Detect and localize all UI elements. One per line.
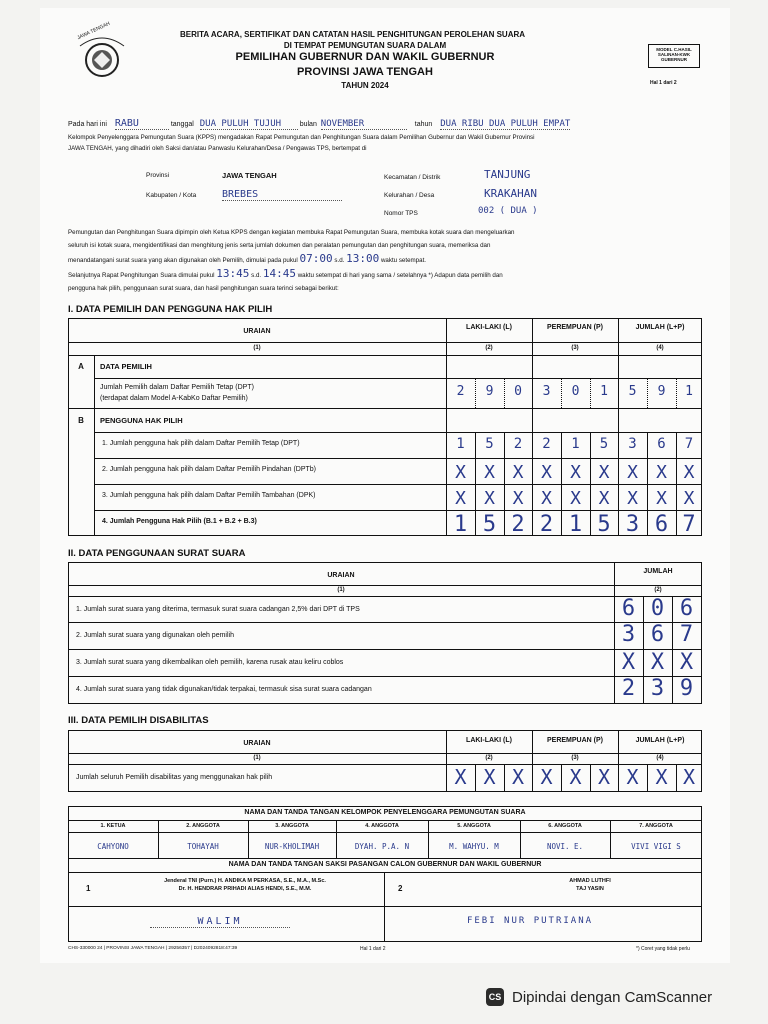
- kpps-role: 2. ANGGOTA: [186, 823, 220, 829]
- dpt-digit: 9: [657, 384, 666, 399]
- s2-num2: (2): [654, 587, 662, 593]
- s1-num4: (4): [656, 345, 664, 351]
- s1-num2: (2): [485, 345, 493, 351]
- waktu-setempat: waktu setempat.: [380, 257, 427, 264]
- tahun-value: DUA RIBU DUA PULUH EMPAT: [440, 119, 571, 129]
- bulan-value: NOVEMBER: [321, 119, 407, 130]
- s2-row-1-digit: 6: [679, 596, 694, 621]
- s2-row-1-digit: 0: [650, 596, 665, 621]
- footer-note: *) Coret yang tidak perlu: [636, 946, 690, 952]
- dpt-digit: 0: [514, 384, 522, 399]
- b-row-1-digit: 3: [628, 436, 637, 452]
- camscanner-watermark: [486, 986, 712, 1008]
- s2-row-4: 4. Jumlah surat suara yang tidak digunakan/tidak terpakai, termasuk sisa surat suara cadangan: [76, 686, 372, 693]
- kpps-title: NAMA DAN TANDA TANGAN KELOMPOK PENYELENGGARA PEMUNGUTAN SUARA: [244, 809, 526, 816]
- intro-para3-c: pengguna hak pilih, penggunaan surat suara, dan hasil penghitungan suara terinci sebagai berikut:: [68, 285, 339, 292]
- s2-row-2-digit: 3: [621, 622, 636, 647]
- kpps-signature: TOHAYAH: [187, 842, 219, 851]
- kecamatan-label: Kecamatan / Distrik: [384, 174, 441, 181]
- s3-digit: X: [483, 765, 496, 789]
- s3-col-p: PEREMPUAN (P): [546, 737, 603, 744]
- b-row-3-digit: X: [512, 488, 524, 509]
- sd-1: s.d.: [334, 257, 345, 264]
- s2-col-uraian: URAIAN: [327, 572, 355, 579]
- b-row-2-digit: X: [683, 462, 695, 483]
- b-row-4-digit: 1: [568, 512, 583, 537]
- kpps-signature: M. WAHYU. M: [449, 842, 499, 851]
- footer-code: CHS-330000 24 | PROVINSI JAWA TENGAH | 29256357 | D2024092818:47:39: [68, 946, 238, 951]
- intro-para2-a: Pemungutan dan Penghitungan Suara dipimpin oleh Ketua KPPS dengan kegiatan membuka Rapat Pemungutan Suara, membuka kotak suara dan mengeluarkan: [68, 229, 515, 236]
- kpps-signature: DYAH. P.A. N: [354, 842, 410, 851]
- b-row-2-digit: X: [512, 462, 524, 483]
- kpps-role: 1. KETUA: [100, 823, 126, 829]
- kabupaten-value: BREBES: [222, 189, 342, 201]
- saksi2-name-b: TAJ YASIN: [576, 886, 604, 892]
- camscanner-icon: CS: [486, 988, 504, 1006]
- s1-b-row-1: 1. Jumlah pengguna hak pilih dalam Daftar Pemilih Tetap (DPT): [102, 440, 300, 447]
- saksi2-name-a: AHMAD LUTHFI: [569, 878, 611, 884]
- title-line-3: PEMILIHAN GUBERNUR DAN WAKIL GUBERNUR: [235, 51, 495, 63]
- kpps-role: 5. ANGGOTA: [457, 823, 491, 829]
- b-row-4-digit: 2: [539, 512, 554, 537]
- section2-title: II. DATA PENGGUNAAN SURAT SUARA: [68, 548, 246, 559]
- bulan-label: bulan: [299, 121, 317, 128]
- dpt-digit: 5: [628, 384, 637, 399]
- s1-a-title: DATA PEMILIH: [100, 362, 152, 371]
- s1-b-row-3: 3. Jumlah pengguna hak pilih dalam Daftar Pemilih Tambahan (DPK): [102, 492, 316, 499]
- s1-num3: (3): [571, 345, 579, 351]
- b-row-1-digit: 1: [456, 436, 465, 452]
- kpps-signature: NOVI. E.: [546, 842, 584, 851]
- b-row-1-digit: 2: [542, 436, 551, 452]
- b-row-4-digit: 7: [682, 512, 696, 537]
- dpt-digit: 0: [571, 384, 580, 399]
- intro-para2-c: menandatangani surat suara yang akan digunakan oleh Pemilih, dimulai pada pukul: [68, 257, 298, 264]
- logo-text: JAWA TENGAH: [76, 20, 112, 42]
- s1-b-row-4: 4. Jumlah Pengguna Hak Pilih (B.1 + B.2 + B.3): [102, 518, 257, 525]
- saksi2-signature: FEBI NUR PUTRIANA: [466, 916, 594, 926]
- title-line-1: BERITA ACARA, SERTIFIKAT DAN CATATAN HASIL PENGHITUNGAN PEROLEHAN SUARA: [180, 30, 526, 39]
- saksi2-no: 2: [398, 884, 403, 893]
- b-row-1-digit: 1: [571, 436, 580, 452]
- camscanner-text: Dipindai dengan CamScanner: [512, 988, 713, 1006]
- s3-col-l: LAKI-LAKI (L): [466, 737, 512, 744]
- kpps-role: 6. ANGGOTA: [548, 823, 582, 829]
- s1-col-l: LAKI-LAKI (L): [466, 324, 512, 331]
- intro-para2: [68, 226, 708, 295]
- title-line-2: DI TEMPAT PEMUNGUTAN SUARA DALAM: [283, 41, 447, 50]
- saksi1-no: 1: [86, 884, 91, 893]
- provinsi-value: JAWA TENGAH: [222, 171, 277, 180]
- b-row-4-digit: 2: [511, 512, 525, 537]
- tps-value: 002 ( DUA ): [478, 206, 538, 216]
- b-row-3-digit: X: [570, 488, 581, 509]
- s2-row-2-digit: 6: [650, 622, 665, 647]
- kpps-signature: VIVI VIGI S: [631, 842, 681, 851]
- count-start: 13:45: [216, 267, 250, 280]
- s3-digit: X: [655, 765, 668, 789]
- footer-page: Hal 1 dari 2: [360, 946, 386, 952]
- s2-row-3-digit: X: [650, 650, 665, 675]
- title-line-4: PROVINSI JAWA TENGAH: [297, 66, 433, 78]
- saksi-title: NAMA DAN TANDA TANGAN SAKSI PASANGAN CALON GUBERNUR DAN WAKIL GUBERNUR: [228, 861, 542, 868]
- s3-num2: (2): [485, 755, 493, 761]
- s2-row-4-digit: 2: [621, 676, 636, 701]
- b-row-2-digit: X: [627, 462, 638, 483]
- s3-digit: X: [682, 765, 696, 789]
- hari-value: RABU: [115, 118, 169, 130]
- intro-para3-a: Selanjutnya Rapat Penghitungan Suara dimulai pukul: [68, 272, 215, 279]
- kpps-role: 7. ANGGOTA: [639, 823, 673, 829]
- b-row-4-digit: 3: [625, 512, 640, 537]
- s3-digit: X: [626, 765, 639, 789]
- s3-digit: X: [454, 765, 467, 789]
- b-row-3-digit: X: [484, 488, 495, 509]
- kabupaten-label: Kabupaten / Kota: [146, 192, 197, 199]
- s2-row-3-digit: X: [621, 650, 636, 675]
- end-time: 13:00: [346, 252, 380, 265]
- b-row-2-digit: X: [455, 462, 466, 483]
- title-line-5: TAHUN 2024: [341, 81, 389, 90]
- b-row-3-digit: X: [541, 488, 552, 509]
- kpps-role: 4. ANGGOTA: [365, 823, 399, 829]
- pada-hari-ini-label: Pada hari ini: [68, 121, 107, 128]
- s2-row-4-digit: 9: [679, 676, 694, 701]
- s2-row-3-digit: X: [679, 650, 694, 675]
- b-row-1-digit: 7: [684, 436, 694, 452]
- kelurahan-label: Kelurahan / Desa: [384, 192, 435, 199]
- s3-digit: X: [597, 765, 611, 789]
- s3-row: Jumlah seluruh Pemilih disabilitas yang menggunakan hak pilih: [76, 774, 273, 781]
- s1-col-j: JUMLAH (L+P): [635, 324, 685, 331]
- b-row-3-digit: X: [598, 488, 610, 509]
- b-row-4-digit: 5: [597, 512, 611, 537]
- kelurahan-value: KRAKAHAN: [484, 187, 537, 200]
- s3-col-uraian: URAIAN: [243, 740, 271, 747]
- b-row-1-digit: 6: [657, 436, 666, 452]
- b-row-2-digit: X: [570, 462, 581, 483]
- intro-para3-b: waktu setempat di hari yang sama / setelahnya *) Adapun data pemilih dan: [297, 272, 503, 279]
- header-page-label: Hal 1 dari 2: [650, 80, 677, 86]
- s1-b-title: PENGGUNA HAK PILIH: [100, 416, 183, 425]
- b-row-2-digit: X: [598, 462, 610, 483]
- section1-title: I. DATA PEMILIH DAN PENGGUNA HAK PILIH: [68, 304, 273, 315]
- s2-row-1: 1. Jumlah surat suara yang diterima, termasuk surat suara cadangan 2,5% dari DPT di TPS: [76, 606, 360, 613]
- dpt-digit: 2: [456, 384, 465, 399]
- s3-num4: (4): [656, 755, 664, 761]
- dpt-digit: 9: [485, 384, 494, 399]
- tps-label: Nomor TPS: [384, 210, 418, 217]
- dpt-digit: 3: [542, 384, 551, 399]
- kpps-role: 3. ANGGOTA: [275, 823, 309, 829]
- sd-2: s.d.: [251, 272, 262, 279]
- tahun-label: tahun: [414, 121, 433, 128]
- s1-a-row-2: (terdapat dalam Model A-KabKo Daftar Pemilih): [100, 395, 248, 402]
- s1-a-row: Jumlah Pemilih dalam Daftar Pemilih Tetap (DPT): [100, 384, 254, 391]
- s2-row-2: 2. Jumlah surat suara yang digunakan oleh pemilih: [76, 632, 234, 639]
- s1-col-uraian: URAIAN: [243, 328, 271, 335]
- s2-row-3: 3. Jumlah surat suara yang dikembalikan oleh pemilih, karena rusak atau keliru coblos: [76, 659, 344, 666]
- s3-num3: (3): [571, 755, 579, 761]
- dpt-digit: 1: [600, 384, 608, 399]
- b-row-3-digit: X: [627, 488, 638, 509]
- b-row-2-digit: X: [484, 462, 495, 483]
- section3-title: III. DATA PEMILIH DISABILITAS: [68, 715, 209, 726]
- b-row-4-digit: 6: [654, 512, 669, 537]
- kecamatan-value: TANJUNG: [484, 168, 531, 181]
- b-row-2-digit: X: [541, 462, 552, 483]
- s2-num1: (1): [337, 587, 345, 593]
- dpt-digit: 1: [685, 384, 693, 399]
- intro-para1-a: Kelompok Penyelenggara Pemungutan Suara (KPPS) mengadakan Rapat Pemungutan dan Penghitungan Suara dalam Pemilihan Gubernur dan Wakil Gubernur Provinsi: [68, 134, 535, 141]
- kpps-signature: CAHYONO: [97, 842, 129, 851]
- saksi1-name-a: Jenderal TNI (Purn.) H. ANDIKA M PERKASA, S.E., M.A., M.Sc.: [164, 878, 326, 884]
- model-box: MODEL C.HASIL SALINAN-KWK GUBERNUR: [648, 44, 700, 68]
- s2-row-2-digit: 7: [679, 622, 694, 647]
- s3-digit: X: [540, 765, 553, 789]
- b-row-3-digit: X: [683, 488, 695, 509]
- tanggal-value: DUA PULUH TUJUH: [200, 119, 298, 130]
- s3-digit: X: [569, 765, 582, 789]
- b-row-3-digit: X: [455, 488, 466, 509]
- start-time: 07:00: [299, 252, 333, 265]
- s3-col-j: JUMLAH (L+P): [635, 737, 685, 744]
- b-row-2-digit: X: [656, 462, 667, 483]
- s1-num1: (1): [253, 345, 261, 351]
- intro-para1-b: JAWA TENGAH, yang dihadiri oleh Saksi dan/atau Panwaslu Kelurahan/Desa / Pengawas TPS, bertempat di: [68, 145, 367, 152]
- b-row-1-digit: 5: [485, 436, 494, 452]
- s2-row-1-digit: 6: [621, 596, 636, 621]
- s3-num1: (1): [253, 755, 261, 761]
- b-row-3-digit: X: [656, 488, 667, 509]
- intro-block: [68, 118, 708, 152]
- b-row-4-digit: 5: [482, 512, 497, 537]
- provinsi-label: Provinsi: [146, 172, 170, 179]
- count-end: 14:45: [262, 267, 296, 280]
- s1-b-letter: B: [78, 416, 84, 425]
- b-row-1-digit: 2: [513, 436, 523, 452]
- s1-b-row-2: 2. Jumlah pengguna hak pilih dalam Daftar Pemilih Pindahan (DPTb): [102, 466, 317, 473]
- kpps-signature: NUR-KHOLIMAH: [264, 842, 320, 851]
- s2-row-4-digit: 3: [650, 676, 665, 701]
- b-row-1-digit: 5: [599, 436, 609, 452]
- b-row-4-digit: 1: [453, 512, 468, 537]
- s1-col-p: PEREMPUAN (P): [546, 324, 603, 331]
- saksi1-signature: WALIM: [150, 916, 290, 928]
- s2-col-j: JUMLAH: [643, 568, 673, 575]
- saksi1-name-b: Dr. H. HENDRAR PRIHADI ALIAS HENDI, S.E., M.M.: [178, 886, 312, 892]
- intro-para2-b: seluruh isi kotak suara, mengidentifikasi dan menghitung jenis serta jumlah dokumen dan peralatan pemungutan dan penghitungan suara, memeriksa dan: [68, 242, 491, 249]
- tanggal-label: tanggal: [170, 121, 194, 128]
- s3-digit: X: [511, 765, 525, 789]
- s1-a-letter: A: [78, 362, 84, 371]
